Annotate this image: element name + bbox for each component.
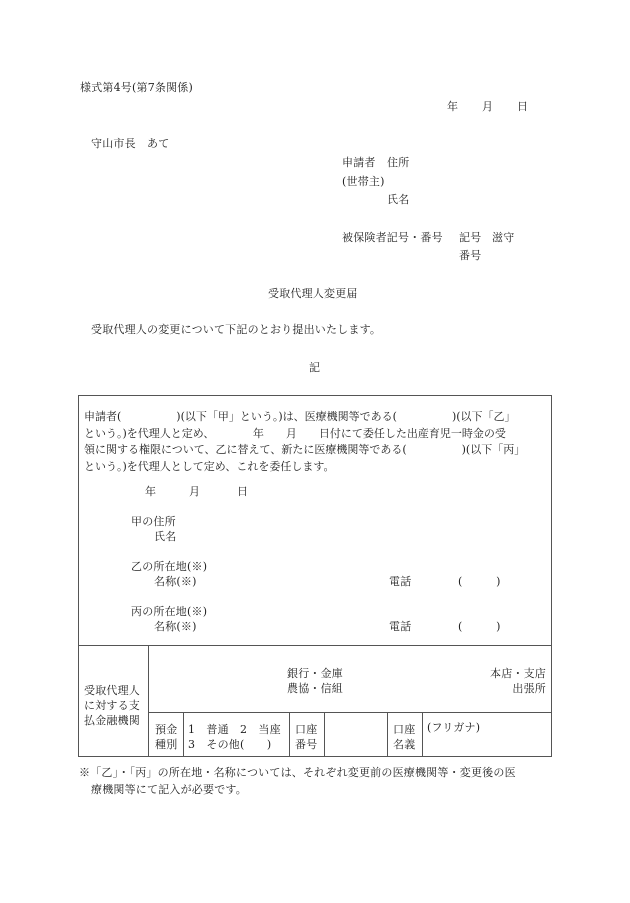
applicant-name-label: 氏名 (387, 193, 410, 206)
symbol-value: 滋守 (492, 231, 515, 244)
furigana-label: (フリガナ) (427, 721, 481, 734)
household-head-label: (世帯主) (342, 175, 385, 188)
ki-heading: 記 (309, 361, 321, 374)
header-date-month: 月 (482, 100, 494, 113)
delegation-line: という。)を代理人として定め、これを委任します。 (84, 459, 335, 473)
kou-address-label: 甲の住所 (131, 515, 176, 528)
divider-bank-subrow (148, 712, 552, 713)
otsu-name-label: 名称(※) (154, 575, 197, 588)
kou-name-label: 氏名 (154, 530, 177, 543)
delegation-line: という。)を代理人と定め、 年 月 日付にて委任した出産育児一時金の受 (84, 426, 506, 440)
deposit-type-label: 預金 種別 (155, 723, 178, 751)
insured-label: 被保険者記号・番号 (342, 231, 443, 244)
hei-location-label: 丙の所在地(※) (131, 605, 208, 618)
number-label: 番号 (459, 249, 482, 262)
hei-phone-parens: ( ) (458, 620, 501, 633)
symbol-label: 記号 (459, 231, 482, 244)
divider-deposit-label-col (183, 712, 184, 757)
header-date-day: 日 (517, 100, 529, 113)
delegation-line: 領に関する権限について、乙に替えて、新たに医療機関等である( )(以下「丙」 (84, 443, 526, 456)
branch-types: 本店・支店 出張所 (490, 667, 546, 695)
footnote-line: 療機関等にて記入が必要です。 (91, 783, 247, 796)
hei-phone-label: 電話 (389, 620, 412, 633)
deposit-type-options: 1 普通 2 当座 3 その他( ) (188, 723, 281, 751)
document-title: 受取代理人変更届 (268, 287, 358, 300)
applicant-label: 申請者 (342, 156, 376, 169)
footnote-line: ※「乙」・「丙」の所在地・名称については、それぞれ変更前の医療機関等・変更後の医 (79, 766, 516, 779)
otsu-phone-parens: ( ) (458, 575, 501, 588)
divider-bank-section (78, 645, 552, 646)
divider-account-number-value-col (387, 712, 388, 757)
form-number: 様式第4号(第7条関係) (80, 81, 193, 94)
divider-bank-label-col (148, 645, 149, 757)
body-date-day: 日 (237, 485, 249, 498)
delegation-paragraph (84, 409, 548, 475)
body-date-month: 月 (189, 485, 201, 498)
divider-deposit-options-col (289, 712, 290, 757)
otsu-location-label: 乙の所在地(※) (131, 560, 208, 573)
account-number-label: 口座 番号 (295, 723, 318, 751)
delegation-line: 申請者( )(以下「甲」という。)は、医療機関等である( )(以下「乙」 (84, 410, 516, 423)
bank-section-label: 受取代理人 に対する支 払金融機関 (84, 684, 140, 727)
otsu-phone-label: 電話 (389, 575, 412, 588)
account-holder-label: 口座 名義 (393, 723, 416, 751)
header-date-year: 年 (447, 100, 459, 113)
intro-text: 受取代理人の変更について下記のとおり提出いたします。 (91, 323, 382, 336)
institution-types: 銀行・金庫 農協・信組 (287, 667, 343, 695)
body-date-year: 年 (145, 485, 157, 498)
hei-name-label: 名称(※) (154, 620, 197, 633)
divider-account-holder-label-col (422, 712, 423, 757)
applicant-address-label: 住所 (387, 156, 410, 169)
divider-account-number-label-col (324, 712, 325, 757)
addressee: 守山市長 あて (91, 137, 170, 150)
